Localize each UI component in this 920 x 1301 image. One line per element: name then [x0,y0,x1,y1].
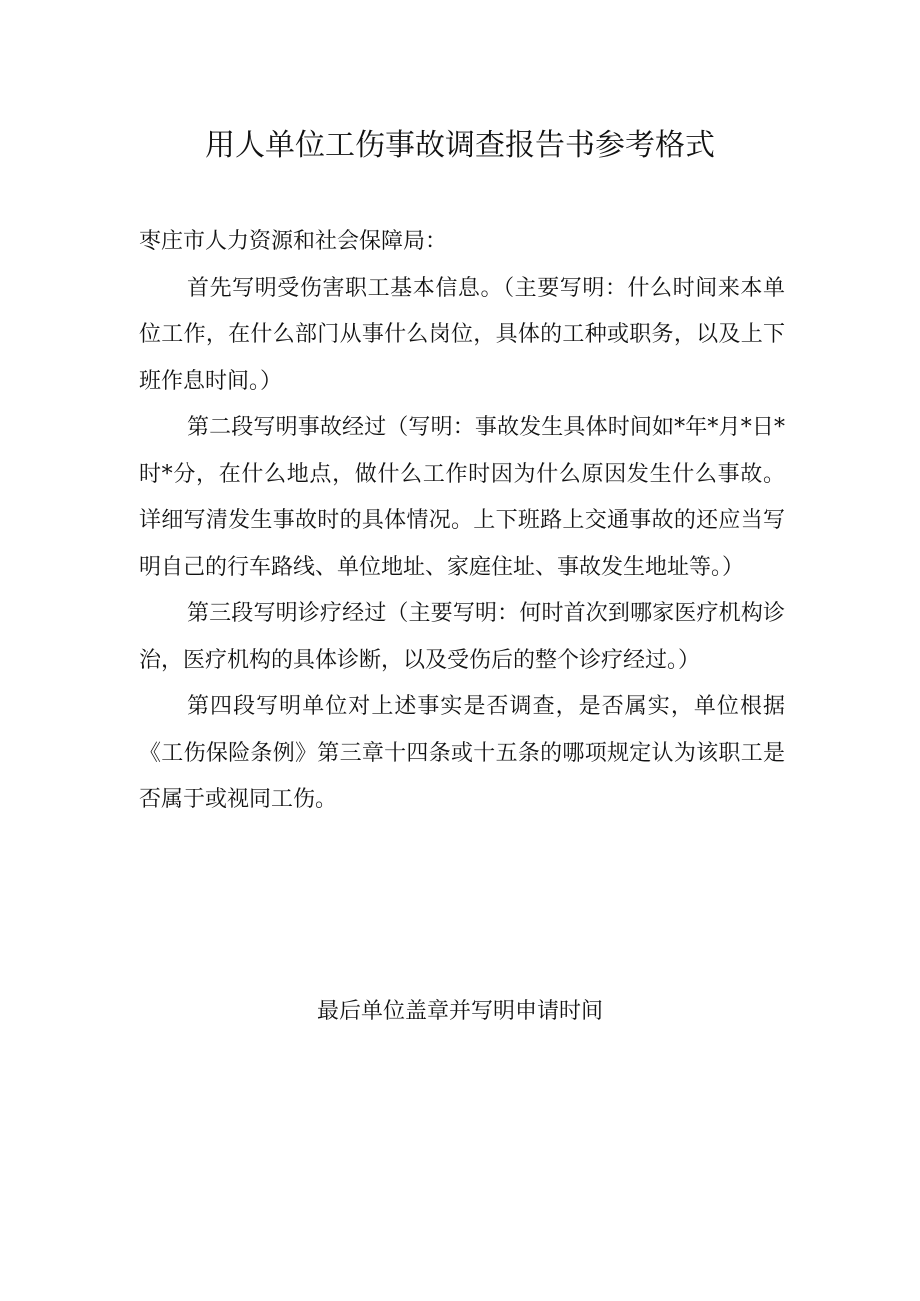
paragraph-treatment-process: 第三段写明诊疗经过（主要写明：何时首次到哪家医疗机构诊治，医疗机构的具体诊断，以及受伤后的整个诊疗经过。） [139,601,785,673]
closing-line: 最后单位盖章并写明申请时间 [316,999,603,1024]
salutation: 枣庄市人力资源和社会保障局： [139,229,448,254]
document-body [139,219,785,824]
paragraph-unit-investigation: 第四段写明单位对上述事实是否调查，是否属实，单位根据《工伤保险条例》第三章十四条或十五条的哪项规定认为该职工是否属于或视同工伤。 [139,694,785,812]
paragraph-employee-info: 首先写明受伤害职工基本信息。（主要写明：什么时间来本单位工作，在什么部门从事什么岗位，具体的工种或职务，以及上下班作息时间。） [139,275,785,394]
paragraph-accident-process: 第二段写明事故经过（写明：事故发生具体时间如*年*月*日*时*分，在什么地点，做什么工作时因为什么原因发生什么事故。详细写清发生事故时的具体情况。上下班路上交通事故的还应当写明自己的行车路线、单位地址、家庭住址、事故发生地址等。） [139,415,785,580]
document-title: 用人单位工伤事故调查报告书参考格式 [205,128,715,163]
